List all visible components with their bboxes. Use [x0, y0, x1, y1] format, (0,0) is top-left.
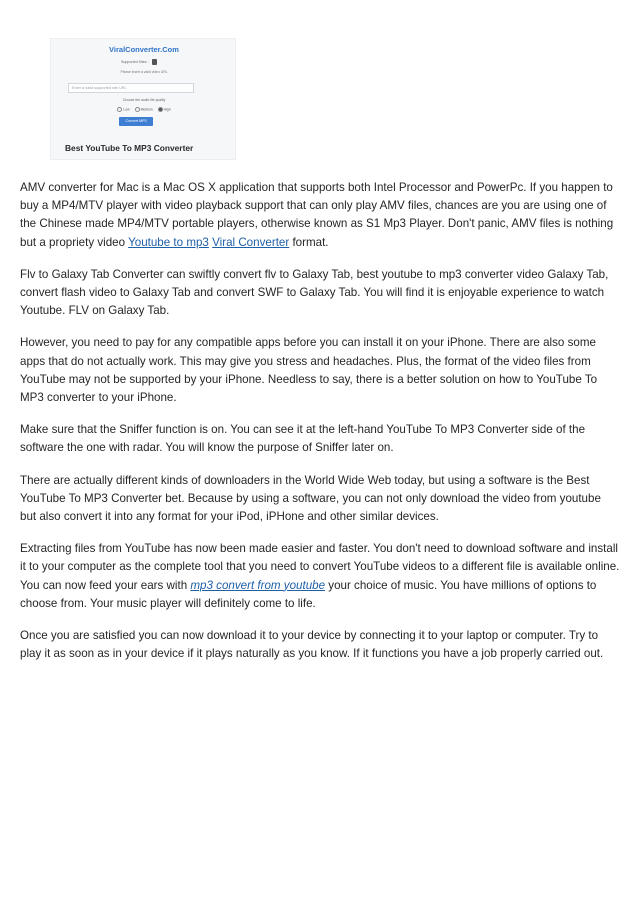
url-input-picture: Enter a valid supported site URL — [68, 83, 194, 93]
paragraph-5: There are actually different kinds of downloaders in the World Wide Web today, but using a software is the Best YouTube To MP3 Converter bet. Because by using a software, you can not only download the video from youtube but also convert it into any format for your iPod, iPHone and other similar devices. — [20, 473, 601, 524]
youtube-to-mp3-link[interactable]: Youtube to mp3 — [128, 235, 209, 249]
convert-button-picture: Convert MP3 — [119, 117, 153, 126]
paragraph-1-end: format. — [289, 235, 329, 249]
supported-sites-label: Supported Sites : — [121, 60, 149, 64]
quality-high-label: High — [163, 107, 171, 112]
radio-icon — [135, 107, 140, 112]
quality-high — [158, 107, 171, 112]
url-hint: Please insert a valid video URL — [120, 70, 168, 74]
device-icon — [152, 59, 157, 65]
paragraph-4: Make sure that the Sniffer function is on. You can see it at the left-hand YouTube To MP3 Converter side of the software the one with radar. You will know the purpose of Sniffer later on. — [20, 423, 586, 455]
paragraph-1-text: AMV converter for Mac is a Mac OS X application that supports both Intel Processor and PowerPc. If you happen to buy a MP4/MTV player with video playback support that can only play AMV files, chances are you are using one of the Chinese made MP4/MTV portable players, otherwise known as S1 Mp3 Player. Don't panic, AMV files is nothing but a propriety video — [20, 181, 614, 249]
viral-converter-link[interactable]: Viral Converter — [212, 235, 290, 249]
quality-low-label: Low — [123, 107, 130, 112]
paragraph-6-text: Extracting files from YouTube has now been made easier and faster. You don't need to download software and install it to your computer as the complete tool that you need to convert YouTube videos to a different file is available online. You can now feed your ears with — [20, 542, 620, 592]
article-body — [20, 179, 620, 677]
quality-label: Choose the audio file quality — [122, 98, 166, 102]
paragraph-6 — [20, 540, 620, 613]
paragraph-1 — [20, 179, 620, 252]
quality-medium-label: Medium — [140, 107, 153, 112]
quality-low — [117, 107, 129, 112]
radio-icon — [117, 107, 122, 112]
converter-screenshot — [51, 39, 236, 160]
article-image — [50, 38, 236, 160]
paragraph-6-end: your choice of music. You have millions of options to choose from. Your music player will definitely come to life. — [20, 578, 597, 610]
paragraph-7: Once you are satisfied you can now download it to your device by connecting it to your laptop or computer. Try to play it as soon as in your device if it plays naturally as you know. If it functions you have a job properly carried out. — [20, 629, 604, 661]
image-caption: Best YouTube To MP3 Converter — [65, 143, 194, 153]
mp3-convert-link[interactable]: mp3 convert from youtube — [190, 578, 326, 592]
quality-options — [51, 107, 236, 112]
quality-medium — [135, 107, 153, 112]
radio-selected-icon — [158, 107, 163, 112]
paragraph-2: Flv to Galaxy Tab Converter can swiftly convert flv to Galaxy Tab, best youtube to mp3 converter video Galaxy Tab, convert flash video to Galaxy Tab and convert SWF to Galaxy Tab. You will find it is enjoyable experience to watch Youtube. FLV on Galaxy Tab. — [20, 267, 609, 318]
site-logo: ViralConverter.Com — [109, 45, 179, 54]
paragraph-3: However, you need to pay for any compatible apps before you can install it on your iPhone. There are also some apps that do not actually work. This may give you stress and headaches. Plus, the format of the video files from YouTube may not be supported by your iPhone. Needless to say, there is a better solution on how to YouTube To MP3 converter to your iPhone. — [20, 336, 598, 405]
